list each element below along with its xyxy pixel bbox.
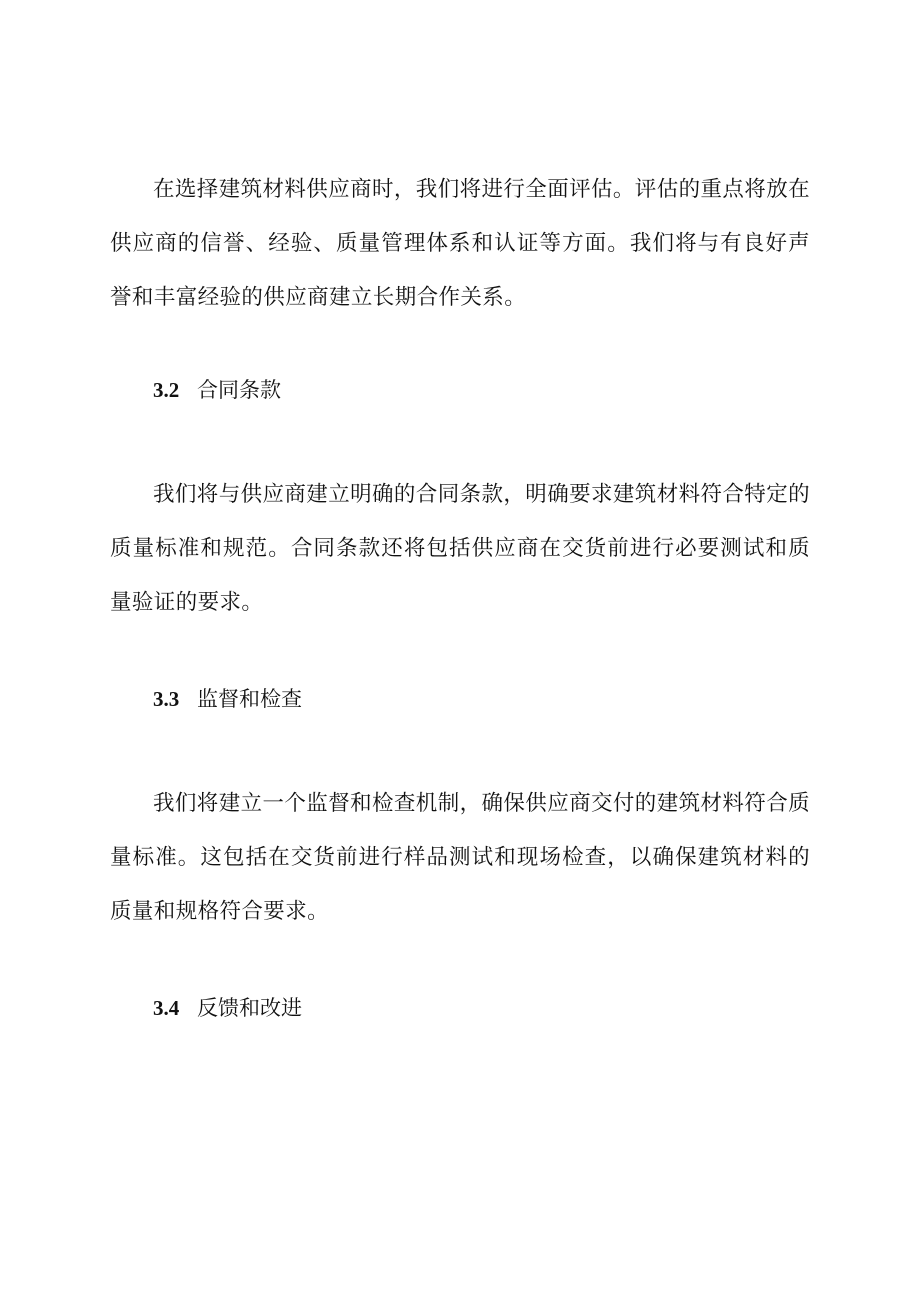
paragraph-supplier-evaluation: 在选择建筑材料供应商时，我们将进行全面评估。评估的重点将放在供应商的信誉、经验、质量管理体系和认证等方面。我们将与有良好声誉和丰富经验的供应商建立长期合作关系。	[110, 177, 811, 310]
paragraph-supervision-inspection: 我们将建立一个监督和检查机制，确保供应商交付的建筑材料符合质量标准。这包括在交货前进行样品测试和现场检查，以确保建筑材料的质量和规格符合要求。	[110, 791, 811, 924]
section-number: 3.3	[153, 687, 180, 711]
section-title: 合同条款	[197, 378, 281, 402]
paragraph-contract-terms: 我们将与供应商建立明确的合同条款，明确要求建筑材料符合特定的质量标准和规范。合同条款还将包括供应商在交货前进行必要测试和质量验证的要求。	[110, 482, 811, 615]
section-heading-3-2	[153, 375, 281, 405]
section-title: 监督和检查	[197, 687, 302, 711]
section-number: 3.2	[153, 378, 180, 402]
section-heading-3-4	[153, 993, 302, 1023]
section-title: 反馈和改进	[197, 996, 302, 1020]
section-number: 3.4	[153, 996, 180, 1020]
section-heading-3-3	[153, 684, 302, 714]
